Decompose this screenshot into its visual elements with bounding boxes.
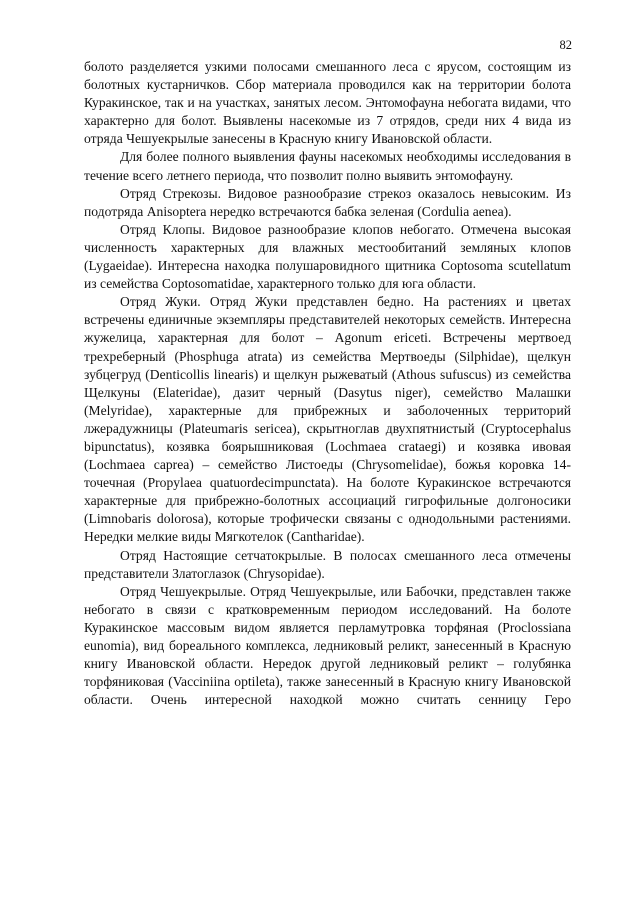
paragraph-beetles: Отряд Жуки. Отряд Жуки представлен бедно. На растениях и цветах встречены единичные экземпляры представителей некоторых семейств. Интересна жужелица, характерная для болот – Agonum ericeti. Встречены мертвоед трехреберный (Phosphuga atrata) из семейства Мертвоеды (Silphidae), щелкун зубцегруд (Denticollis linearis) и щелкун рыжеватый (Athous sufuscus) из семейства Щелкуны (Elateridae), дазит черный (Dasytus niger), семейство Малашки (Melyridae), характерные для прибрежных и заболоченных территорий лжерадужницы (Plateumaris sericea), скрытноглав двухпятнистый (Cryptocephalus bipunctatus), козявка боярышниковая (Lochmaea crataegi) и козявка ивовая (Lochmaea caprea) – семейство Листоеды (Chrysomelidae), божья коровка 14-точечная (Propylaea quatuordecimpunctata). На болоте Куракинское встречаются характерные для прибрежно-болотных ассоциаций гигрофильные долгоносики (Limnobaris dolorosa), которые трофически связаны с однодольными растениями. Нередки мелкие виды Мягкотелок (Cantharidae). (84, 294, 571, 545)
paragraph-research-note: Для более полного выявления фауны насекомых необходимы исследования в течение всего летнего периода, что позволит полно выявить энтомофауну. (84, 149, 571, 183)
page-number: 82 (559, 38, 572, 52)
paragraph-intro-continuation: болото разделяется узкими полосами смешанного леса с ярусом, состоящим из болотных кустарничков. Сбор материала проводился как на территории болота Куракинское, так и на участках, занятых лесом. Энтомофауна небогата видами, что характерно для болот. Выявлены насекомые из 7 отрядов, среди них 4 вида из отряда Чешуекрылые занесены в Красную книгу Ивановской области. (84, 59, 571, 147)
paragraph-bugs: Отряд Клопы. Видовое разнообразие клопов небогато. Отмечена высокая численность характерных для влажных местообитаний земляных клопов (Lygaeidae). Интересна находка полушаровидного щитника Coptosoma scutellatum из семейства Coptosomatidae, характерного только для юга области. (84, 221, 572, 292)
paragraph-butterflies: Отряд Чешуекрылые. Отряд Чешуекрылые, или Бабочки, представлен также небогато в связи с кратковременным периодом исследований. На болоте Куракинское массовым видом является перламутровка торфяная (Proclossiana eunomia), вид бореального комплекса, ледниковый реликт, занесенный в Красную книгу Ивановской области. Нередок другой ледниковый реликт – голубянка торфяниковая (Vacciniina optileta), также занесенный в Красную книгу Ивановской области. Очень интересной находкой можно считать сенницу Геро (84, 583, 571, 708)
text-body (84, 58, 571, 709)
paragraph-dragonflies: Отряд Стрекозы. Видовое разнообразие стрекоз оказалось невысоким. Из подотряда Anisoptera нередко встречаются бабка зеленая (Cordulia aenea). (84, 185, 571, 219)
paragraph-lacewings: Отряд Настоящие сетчатокрылые. В полосах смешанного леса отмечены представители Златоглазок (Chrysopidae). (84, 547, 571, 581)
